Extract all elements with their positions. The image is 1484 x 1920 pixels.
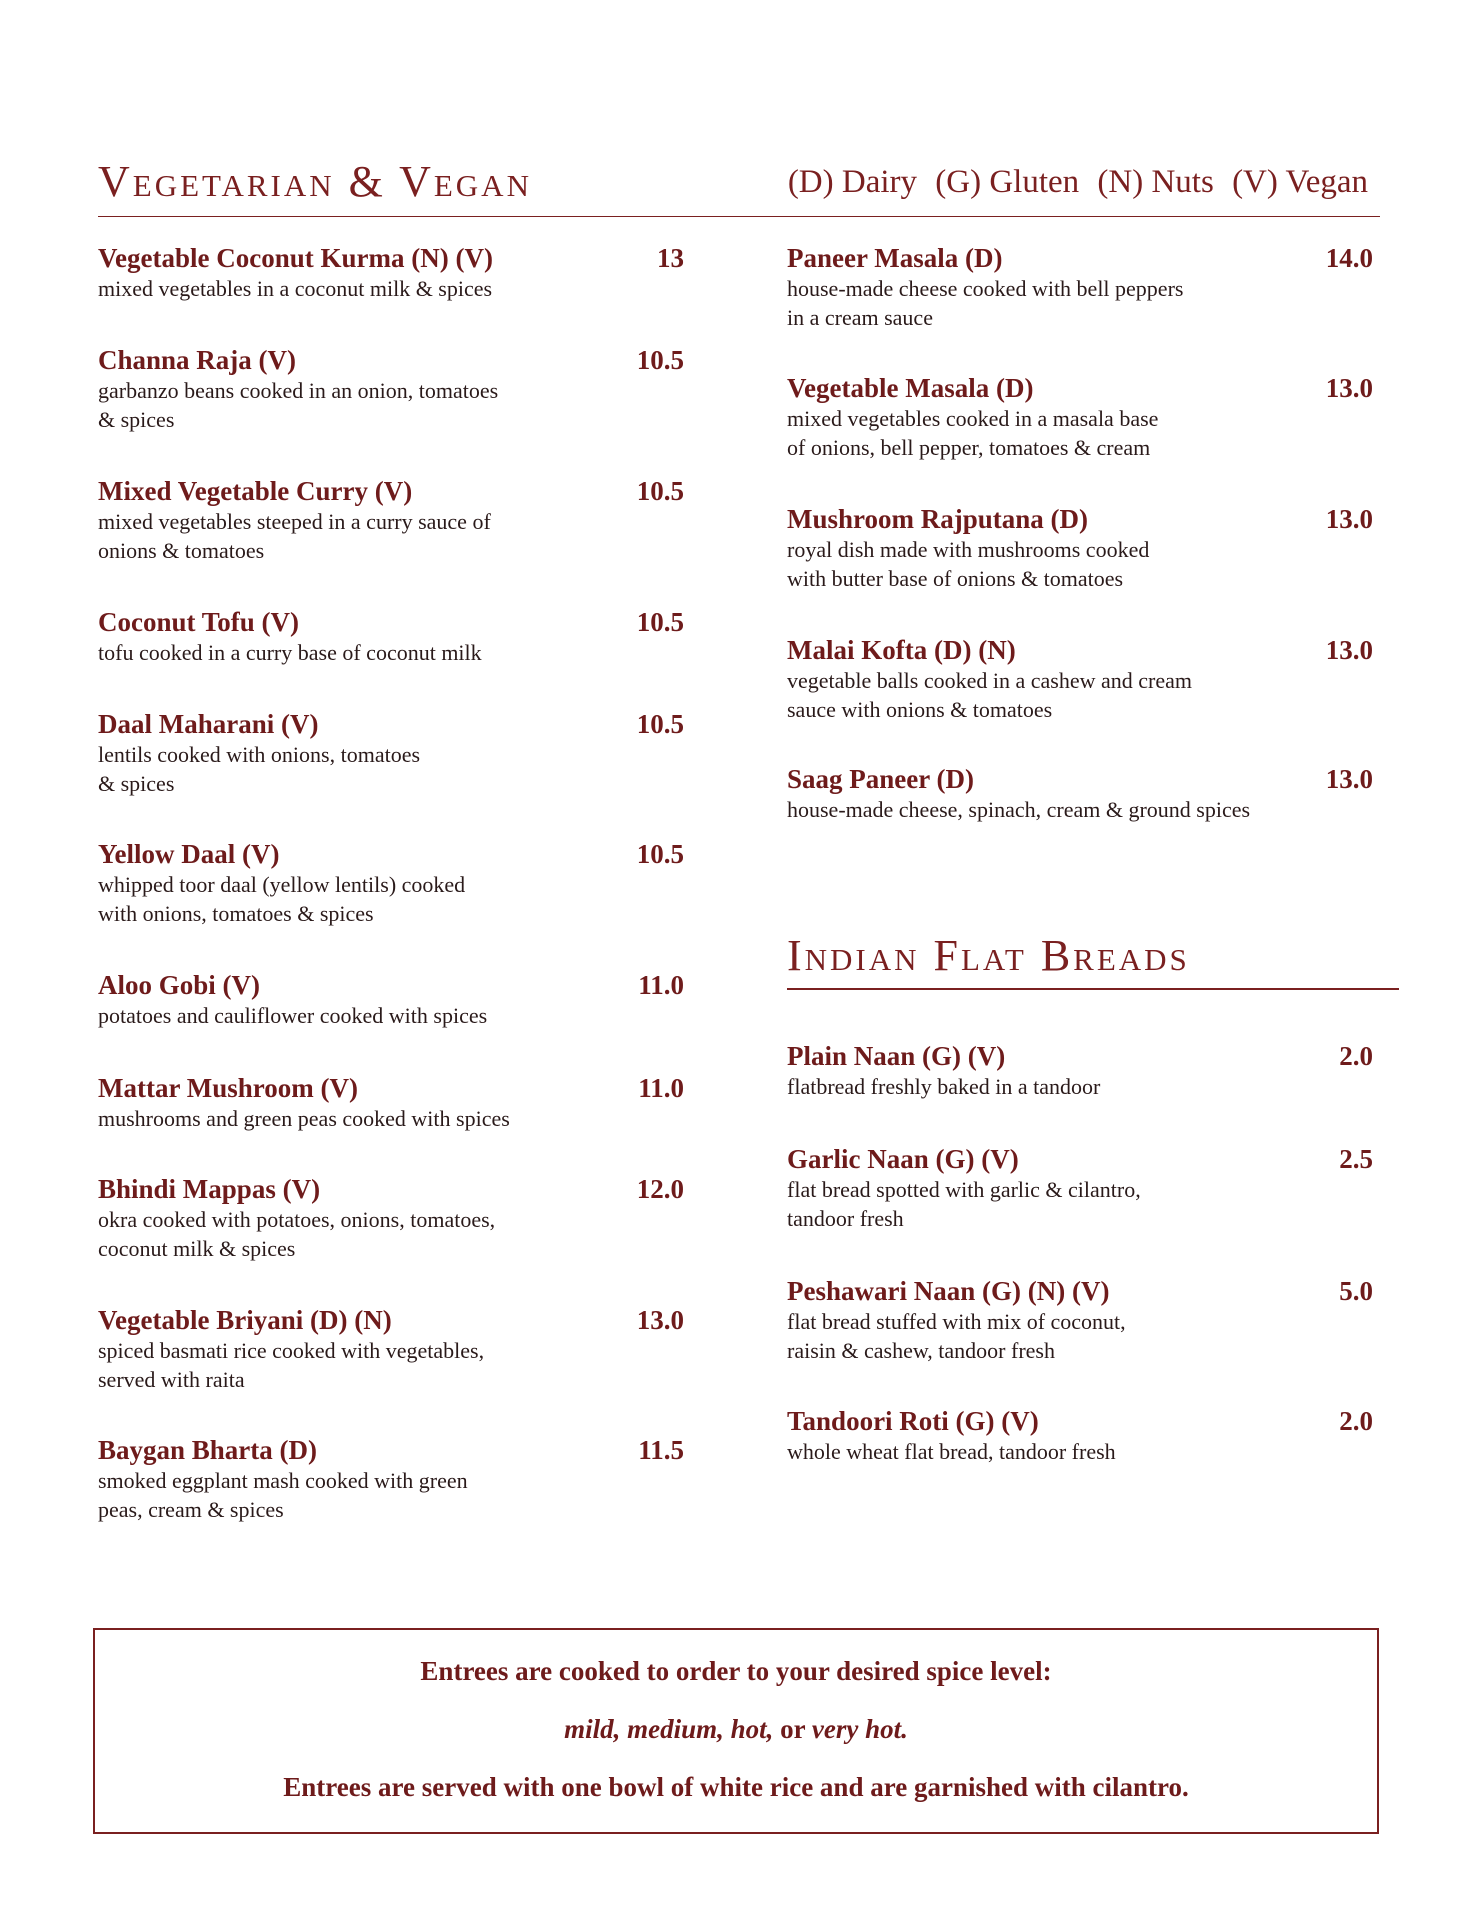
menu-item-price: 10.5 [636,345,684,375]
menu-item-price: 11.0 [638,970,684,1000]
menu-item-name: Paneer Masala (D) [787,243,1003,273]
legend-gluten: (G) Gluten [935,164,1080,200]
spice-note-box [93,1628,1379,1834]
menu-item [98,242,684,303]
menu-item-description: vegetable balls cooked in a cashew and cream sauce with onions & tomatoes [787,668,1192,722]
note-rice: Entrees are served with one bowl of white rice and are garnished with cilantro. [283,1772,1189,1802]
menu-item-name: Malai Kofta (D) (N) [787,635,1016,665]
menu-item-description: potatoes and cauliflower cooked with spices [98,1003,488,1028]
menu-item-name: Vegetable Briyani (D) (N) [98,1305,392,1335]
menu-item [98,1304,684,1394]
menu-item-header [98,1173,684,1205]
menu-item-price: 11.0 [638,1073,684,1103]
menu-item-header [787,1143,1373,1175]
menu-item-price: 12.0 [636,1174,684,1204]
menu-item [98,838,684,928]
menu-item [98,606,684,667]
note-spice-options-c: very hot. [811,1714,908,1744]
menu-item-header [98,1072,684,1104]
menu-item-description: mixed vegetables steeped in a curry sauce of onions & tomatoes [98,509,491,563]
menu-item [787,763,1373,824]
note-spice-options-a: mild, medium, hot, [564,1714,774,1744]
section-title-vegetarian: Vegetarian & Vegan [98,157,532,206]
menu-item-description: okra cooked with potatoes, onions, tomatoes, coconut milk & spices [98,1207,496,1261]
menu-item-header [98,1304,684,1336]
menu-item-price: 13.0 [636,1305,684,1335]
divider-top [98,216,1380,217]
menu-item-header [98,969,684,1001]
menu-item-header [787,372,1373,404]
menu-item-description: smoked eggplant mash cooked with green peas, cream & spices [98,1468,468,1522]
menu-item-name: Saag Paneer (D) [787,764,974,794]
menu-item-price: 5.0 [1339,1276,1373,1306]
menu-item-header [98,708,684,740]
menu-item [787,242,1373,332]
menu-item-price: 11.5 [638,1435,684,1465]
menu-item-name: Mixed Vegetable Curry (V) [98,476,413,506]
menu-item-name: Vegetable Coconut Kurma (N) (V) [98,243,493,273]
menu-item-price: 13.0 [1325,373,1373,403]
menu-item-description: garbanzo beans cooked in an onion, tomatoes & spices [98,378,499,432]
menu-item-price: 13 [657,243,684,273]
menu-item-header [98,606,684,638]
menu-item-name: Daal Maharani (V) [98,709,319,739]
menu-item [98,1434,684,1524]
legend-nuts: (N) Nuts [1097,164,1214,200]
menu-item-name: Coconut Tofu (V) [98,607,300,637]
menu-item-header [787,242,1373,274]
menu-item-price: 13.0 [1325,764,1373,794]
menu-item-name: Baygan Bharta (D) [98,1435,318,1465]
menu-item-price: 14.0 [1325,243,1373,273]
menu-item-name: Yellow Daal (V) [98,839,280,869]
menu-item-header [787,634,1373,666]
menu-item-name: Peshawari Naan (G) (N) (V) [787,1276,1110,1306]
menu-item [98,475,684,565]
menu-item [98,969,684,1030]
menu-item-name: Mushroom Rajputana (D) [787,504,1089,534]
menu-item-header [787,1275,1373,1307]
menu-item-description: whole wheat flat bread, tandoor fresh [787,1439,1116,1464]
menu-item [787,1040,1373,1101]
menu-item-price: 13.0 [1325,504,1373,534]
menu-item [787,1143,1373,1233]
menu-item-description: house-made cheese cooked with bell peppers in a cream sauce [787,276,1184,330]
menu-item-price: 10.5 [636,607,684,637]
menu-item [98,708,684,798]
menu-item-price: 10.5 [636,709,684,739]
note-spice-options-or: or [773,1714,812,1744]
note-spice-options [95,1714,1377,1745]
menu-item-price: 13.0 [1325,635,1373,665]
menu-item [787,1275,1373,1365]
menu-item-description: flat bread spotted with garlic & cilantro, tandoor fresh [787,1177,1141,1231]
menu-item-description: royal dish made with mushrooms cooked with butter base of onions & tomatoes [787,537,1150,591]
section-title-breads: Indian Flat Breads [787,931,1190,980]
menu-item-header [98,344,684,376]
dietary-legend [778,164,1368,201]
menu-item-header [787,763,1373,795]
menu-item-header [98,838,684,870]
menu-item-header [98,1434,684,1466]
menu-item-name: Plain Naan (G) (V) [787,1041,1006,1071]
menu-item-description: flatbread freshly baked in a tandoor [787,1074,1101,1099]
menu-item-description: tofu cooked in a curry base of coconut milk [98,640,482,665]
menu-item-name: Vegetable Masala (D) [787,373,1034,403]
legend-dairy: (D) Dairy [787,164,918,200]
menu-item [787,503,1373,593]
menu-item-name: Channa Raja (V) [98,345,297,375]
menu-item-price: 2.0 [1339,1406,1373,1436]
divider-breads [787,988,1399,990]
menu-item-description: lentils cooked with onions, tomatoes & spices [98,742,421,796]
menu-item-header [787,1405,1373,1437]
menu-item-description: house-made cheese, spinach, cream & ground spices [787,797,1251,822]
menu-item [787,372,1373,462]
menu-item-description: flat bread stuffed with mix of coconut, raisin & cashew, tandoor fresh [787,1309,1126,1363]
menu-item-description: mixed vegetables in a coconut milk & spices [98,276,493,301]
menu-item-description: spiced basmati rice cooked with vegetables, served with raita [98,1338,485,1392]
menu-item-name: Garlic Naan (G) (V) [787,1144,1019,1174]
menu-item-price: 2.0 [1339,1041,1373,1071]
menu-item-header [787,503,1373,535]
menu-item-price: 10.5 [636,839,684,869]
menu-item-header [98,242,684,274]
legend-vegan: (V) Vegan [1232,164,1368,200]
menu-item-header [98,475,684,507]
menu-item-description: mushrooms and green peas cooked with spices [98,1106,510,1131]
menu-item-price: 2.5 [1339,1144,1373,1174]
note-spice-level: Entrees are cooked to order to your desired spice level: [420,1656,1052,1686]
menu-item [787,1405,1373,1466]
menu-item-name: Aloo Gobi (V) [98,970,260,1000]
menu-item-name: Tandoori Roti (G) (V) [787,1406,1039,1436]
menu-item-name: Bhindi Mappas (V) [98,1174,321,1204]
menu-item-description: whipped toor daal (yellow lentils) cooked with onions, tomatoes & spices [98,872,466,926]
menu-item-price: 10.5 [636,476,684,506]
menu-item-header [787,1040,1373,1072]
menu-item-description: mixed vegetables cooked in a masala base of onions, bell pepper, tomatoes & cream [787,406,1159,460]
menu-item-name: Mattar Mushroom (V) [98,1073,358,1103]
menu-item [98,344,684,434]
menu-item [787,634,1373,724]
menu-item [98,1173,684,1263]
menu-item [98,1072,684,1133]
